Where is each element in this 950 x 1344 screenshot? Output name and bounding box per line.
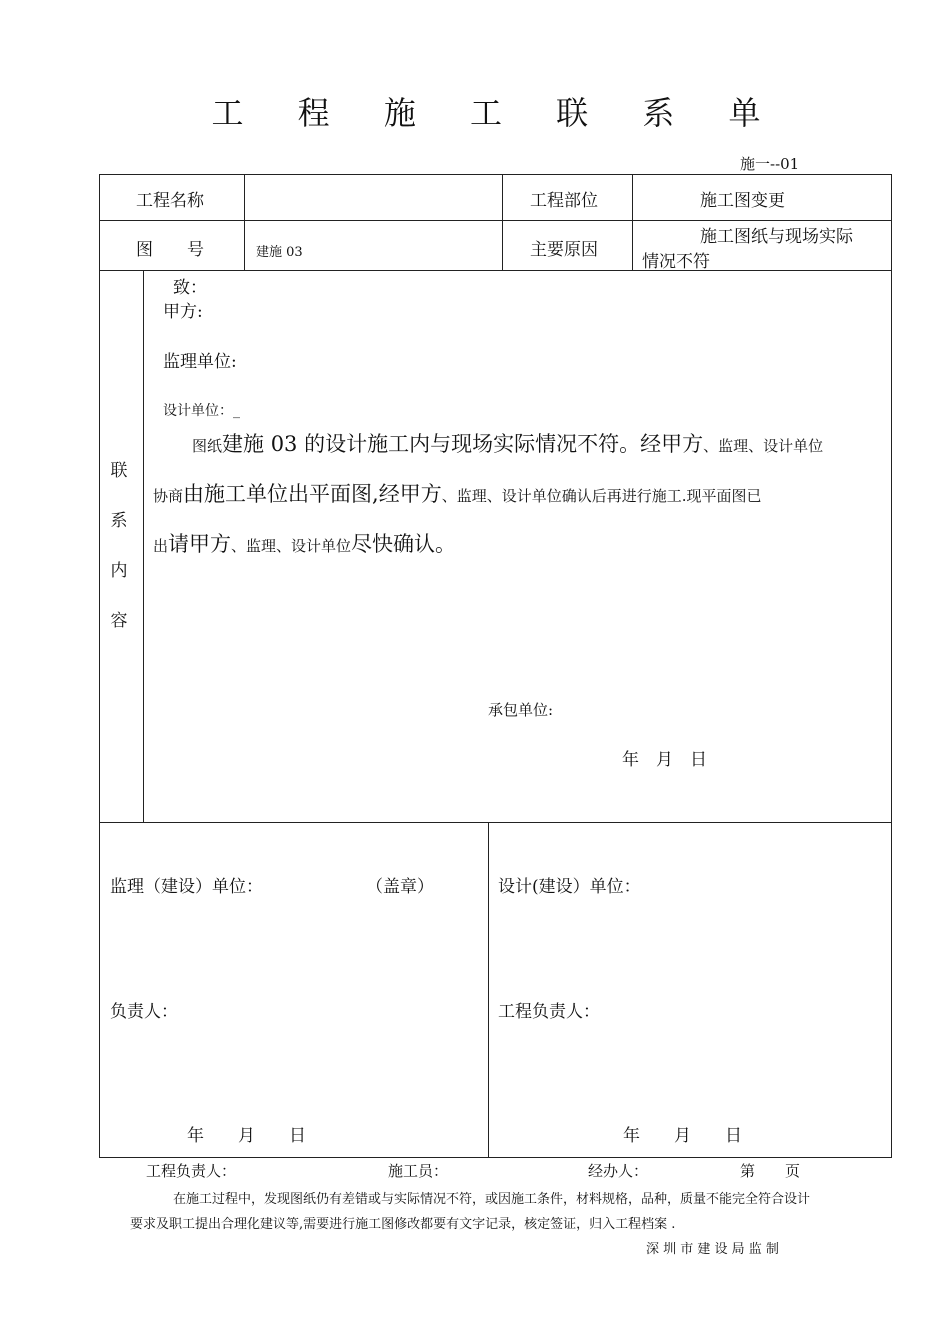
row-divider-3 — [99, 822, 892, 823]
designer-label: 设计单位：_ — [163, 403, 240, 419]
project-part-value[interactable]: 施工图变更 — [700, 191, 785, 211]
footer-issuer: 深 圳 市 建 设 局 监 制 — [646, 1242, 779, 1257]
right-person-label: 工程负责人： — [498, 1002, 600, 1022]
footer-constructor: 施工员： — [388, 1162, 449, 1180]
footer-handler: 经办人： — [588, 1162, 649, 1180]
footer-note-line-1: 在施工过程中，发现图纸仍有差错或与实际情况不符，或因施工条件，材料规格，品种，质量不能完全符合设计 — [173, 1192, 811, 1207]
contact-content-side-label: 联 系 内 容 — [110, 461, 128, 631]
contact-paragraph-line-2: 协商由施工单位出平面图,经甲方、监理、设计单位确认后再进行施工.现平面图已 — [153, 482, 762, 506]
project-name-label: 工程名称 — [136, 191, 204, 211]
project-part-label: 工程部位 — [530, 191, 598, 211]
supervisor-unit-label: 监理（建设）单位： — [110, 877, 263, 897]
contractor-label: 承包单位: — [488, 701, 554, 719]
form-table — [99, 174, 892, 1158]
form-title: 工 程 施 工 联 系 单 — [211, 94, 783, 132]
right-signoff-date: 年 月 日 — [623, 1126, 742, 1146]
col-divider-3 — [632, 174, 633, 270]
party-a-label: 甲方: — [163, 302, 203, 322]
row-divider-2 — [99, 270, 892, 271]
drawing-no-label: 图 号 — [136, 240, 204, 260]
footer-note-line-2: 要求及职工提出合理化建议等,需要进行施工图修改都要有文字记录，核定签证，归入工程档案 . — [130, 1217, 676, 1232]
to-label: 致： — [173, 278, 207, 298]
col-divider-2 — [502, 174, 503, 270]
design-unit-label: 设计(建设）单位： — [498, 877, 641, 897]
contact-date: 年 月 日 — [622, 750, 707, 770]
left-signoff-date: 年 月 日 — [187, 1126, 306, 1146]
left-person-label: 负责人： — [110, 1002, 178, 1022]
side-label-divider — [143, 270, 144, 822]
supervisor-label: 监理单位: — [163, 352, 237, 372]
signoff-divider — [488, 822, 489, 1158]
seal-label: （盖章） — [366, 877, 434, 897]
main-reason-label: 主要原因 — [530, 240, 598, 260]
drawing-no-value[interactable]: 建施 03 — [256, 245, 303, 260]
form-code: 施一--01 — [740, 155, 800, 173]
main-reason-value-line2[interactable]: 情况不符 — [642, 252, 710, 272]
contact-paragraph-line-3: 出请甲方、监理、设计单位尽快确认。 — [153, 532, 457, 556]
footer-page: 第 页 — [740, 1162, 801, 1180]
contact-paragraph-line-1: 图纸建施 03 的设计施工内与现场实际情况不符。经甲方、监理、设计单位 — [192, 432, 824, 456]
col-divider-1 — [244, 174, 245, 270]
row-divider-1 — [99, 220, 892, 221]
main-reason-value-line1[interactable]: 施工图纸与现场实际 — [700, 227, 853, 247]
footer-project-leader: 工程负责人： — [146, 1162, 237, 1180]
